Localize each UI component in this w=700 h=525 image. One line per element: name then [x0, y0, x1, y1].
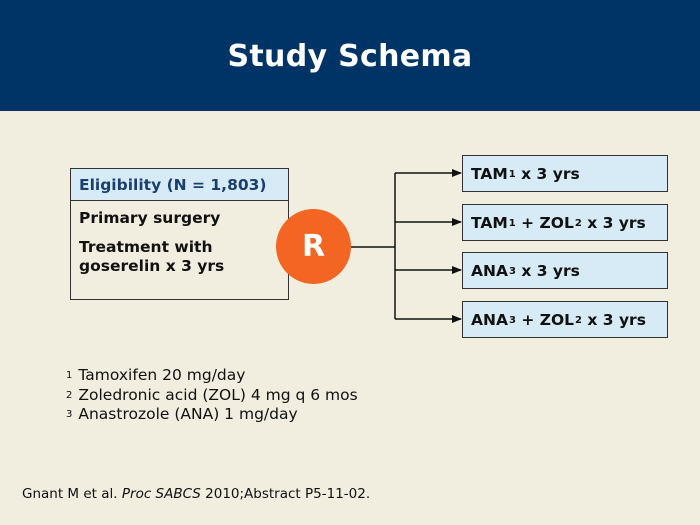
arm-combo-drug: + ZOL — [515, 310, 575, 329]
footnote-text: Anastrozole (ANA) 1 mg/day — [78, 405, 298, 423]
arm-duration: x 3 yrs — [515, 164, 580, 183]
footnote-item — [66, 405, 358, 425]
arm-ana-zol — [462, 301, 668, 338]
arm-tam — [462, 155, 668, 192]
arm-drug: ANA — [471, 310, 508, 329]
randomization-label: R — [301, 229, 326, 264]
footnotes — [66, 366, 358, 425]
footnote-item — [66, 366, 358, 386]
footnote-number: 2 — [66, 389, 73, 401]
arm-footnote-mark: 2 — [574, 218, 582, 229]
arm-ana — [462, 252, 668, 289]
footnote-item — [66, 386, 358, 406]
arm-footnote-mark: 2 — [575, 315, 582, 326]
citation-authors: Gnant M et al. — [22, 486, 122, 502]
footnote-number: 1 — [66, 370, 73, 381]
arm-footnote-mark: 3 — [508, 266, 516, 277]
criterion-surgery: Primary surgery — [79, 209, 221, 227]
arm-combo-drug: + ZOL — [515, 213, 574, 232]
criterion-goserelin-line1: Treatment with — [79, 238, 213, 256]
randomization-circle — [276, 209, 351, 284]
arm-footnote-mark: 3 — [508, 315, 516, 326]
arm-drug: ANA — [471, 261, 508, 280]
citation — [22, 486, 370, 502]
arm-tam-zol — [462, 204, 668, 241]
arm-footnote-mark: 1 — [508, 218, 516, 229]
arm-duration: x 3 yrs — [581, 310, 646, 329]
arm-duration: x 3 yrs — [581, 213, 646, 232]
arm-duration: x 3 yrs — [515, 261, 580, 280]
footnote-number: 3 — [66, 409, 73, 420]
footnote-text: Zoledronic acid (ZOL) 4 mg q 6 mos — [78, 385, 358, 404]
arm-drug: TAM — [471, 164, 508, 183]
eligibility-title: Eligibility (N = 1,803) — [71, 169, 288, 201]
arm-drug: TAM — [471, 213, 508, 232]
arm-footnote-mark: 1 — [508, 169, 516, 180]
citation-details: 2010;Abstract P5-11-02. — [200, 486, 371, 502]
criterion-goserelin-line2: goserelin x 3 yrs — [79, 257, 225, 275]
footnote-text: Tamoxifen 20 mg/day — [78, 366, 246, 384]
citation-journal: Proc SABCS — [121, 486, 201, 502]
slide-title: Study Schema — [227, 39, 473, 74]
